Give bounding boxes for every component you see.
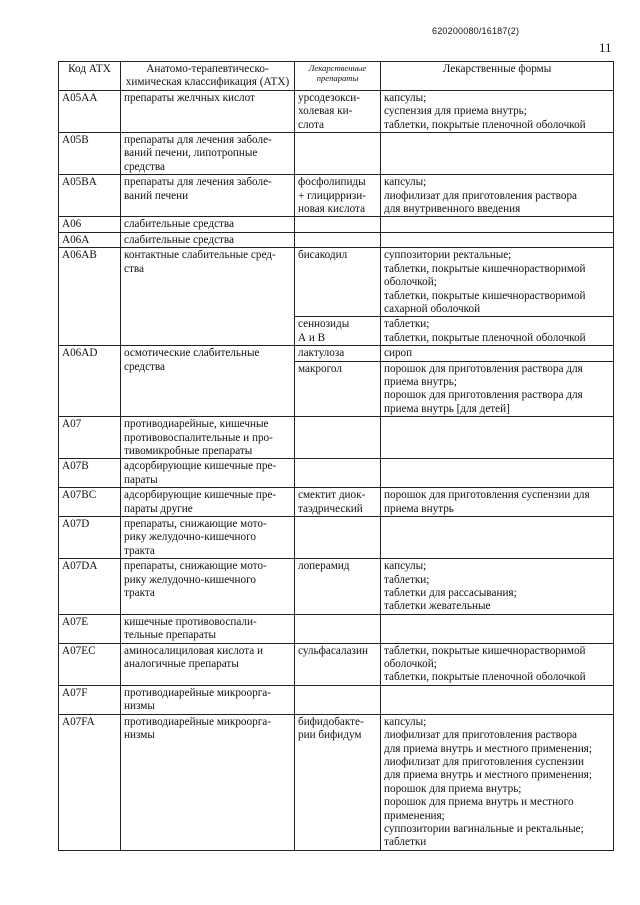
dosage-forms: капсулы; лиофилизат для приготовления раствора для приема внутрь и местного применения; лиофилизат для приготовления суспензии для приема внутрь и местного применения; порошок для приема внутрь; порошок для приема внутрь и местного применения; суппозитории вагинальные и ректальные; таблетки	[381, 714, 614, 850]
dosage-forms	[381, 232, 614, 247]
atx-classification: противодиарейные, кишечные противовоспалительные и про- тивомикробные препараты	[121, 417, 295, 459]
atx-classification: слабительные средства	[121, 217, 295, 232]
drug-name	[295, 459, 381, 488]
atx-code: A06AD	[59, 346, 121, 417]
drug-name	[295, 517, 381, 559]
header-code: Код АТХ	[59, 62, 121, 91]
table-row	[59, 417, 614, 459]
atx-code: A07F	[59, 685, 121, 714]
atx-code: A05AA	[59, 90, 121, 132]
atx-code: A06AB	[59, 248, 121, 346]
drug-name: сеннозиды А и В	[295, 317, 381, 346]
header-drugs: Лекарственные препараты	[295, 62, 381, 91]
atx-code: A06A	[59, 232, 121, 247]
atx-classification: препараты, снижающие мото- рику желудочно-кишечного тракта	[121, 517, 295, 559]
table-row	[59, 488, 614, 517]
atx-code: A07BC	[59, 488, 121, 517]
atx-code: A05BA	[59, 175, 121, 217]
table-row	[59, 459, 614, 488]
dosage-forms: капсулы; лиофилизат для приготовления раствора для внутривенного введения	[381, 175, 614, 217]
dosage-forms	[381, 417, 614, 459]
drug-name	[295, 217, 381, 232]
atx-classification: препараты желчных кислот	[121, 90, 295, 132]
document-number: 620200080/16187(2)	[432, 26, 520, 36]
dosage-forms	[381, 614, 614, 643]
atx-code: A07E	[59, 614, 121, 643]
drug-name: лактулоза	[295, 346, 381, 361]
atx-code: A07	[59, 417, 121, 459]
atx-classification: препараты для лечения заболе- ваний печени	[121, 175, 295, 217]
drug-name: сульфасалазин	[295, 643, 381, 685]
drug-name: бисакодил	[295, 248, 381, 317]
table-row	[59, 614, 614, 643]
dosage-forms	[381, 685, 614, 714]
dosage-forms: суппозитории ректальные; таблетки, покрытые кишечнорастворимой оболочкой; таблетки, покрытые кишечнорастворимой сахарной оболочкой	[381, 248, 614, 317]
atx-classification: препараты, снижающие мото- рику желудочно-кишечного тракта	[121, 559, 295, 615]
atx-table	[58, 61, 614, 851]
page-number: 11	[599, 40, 612, 55]
table-row	[59, 133, 614, 175]
atx-classification: осмотические слабительные средства	[121, 346, 295, 417]
dosage-forms: таблетки; таблетки, покрытые пленочной оболочкой	[381, 317, 614, 346]
header-classification: Анатомо-терапевтическо-химическая классификация (АТХ)	[121, 62, 295, 91]
drug-name: бифидобакте- рии бифидум	[295, 714, 381, 850]
table-row	[59, 232, 614, 247]
drug-name: урсодезокси- холевая ки- слота	[295, 90, 381, 132]
dosage-forms: порошок для приготовления раствора для приема внутрь; порошок для приготовления раствора для приема внутрь [для детей]	[381, 361, 614, 417]
dosage-forms	[381, 517, 614, 559]
drug-name	[295, 614, 381, 643]
dosage-forms: порошок для приготовления суспензии для приема внутрь	[381, 488, 614, 517]
dosage-forms	[381, 217, 614, 232]
dosage-forms: капсулы; суспензия для приема внутрь; таблетки, покрытые пленочной оболочкой	[381, 90, 614, 132]
atx-code: A07B	[59, 459, 121, 488]
atx-classification: контактные слабительные сред- ства	[121, 248, 295, 346]
dosage-forms: сироп	[381, 346, 614, 361]
atx-classification: противодиарейные микроорга- низмы	[121, 714, 295, 850]
atx-code: A07DA	[59, 559, 121, 615]
atx-code: A06	[59, 217, 121, 232]
table-header-row	[59, 62, 614, 91]
drug-name: лоперамид	[295, 559, 381, 615]
atx-classification: слабительные средства	[121, 232, 295, 247]
atx-code: A07FA	[59, 714, 121, 850]
table-row	[59, 643, 614, 685]
drug-name	[295, 232, 381, 247]
table-row	[59, 714, 614, 850]
table-row	[59, 90, 614, 132]
dosage-forms: капсулы; таблетки; таблетки для рассасывания; таблетки жевательные	[381, 559, 614, 615]
drug-name	[295, 417, 381, 459]
drug-name	[295, 133, 381, 175]
drug-name: смектит диок- таэдрический	[295, 488, 381, 517]
atx-classification: адсорбирующие кишечные пре- параты другие	[121, 488, 295, 517]
table-row	[59, 217, 614, 232]
dosage-forms	[381, 133, 614, 175]
atx-classification: противодиарейные микроорга- низмы	[121, 685, 295, 714]
table-row	[59, 559, 614, 615]
atx-code: A07EC	[59, 643, 121, 685]
drug-name: макрогол	[295, 361, 381, 417]
atx-classification: препараты для лечения заболе- ваний печени, липотропные средства	[121, 133, 295, 175]
table-row	[59, 248, 614, 317]
header-forms: Лекарственные формы	[381, 62, 614, 91]
atx-classification: кишечные противовоспали- тельные препараты	[121, 614, 295, 643]
table-row	[59, 175, 614, 217]
atx-classification: аминосалициловая кислота и аналогичные препараты	[121, 643, 295, 685]
table-row	[59, 346, 614, 361]
dosage-forms	[381, 459, 614, 488]
atx-code: A07D	[59, 517, 121, 559]
dosage-forms: таблетки, покрытые кишечнорастворимой оболочкой; таблетки, покрытые пленочной оболочкой	[381, 643, 614, 685]
table-row	[59, 517, 614, 559]
table-row	[59, 685, 614, 714]
drug-name	[295, 685, 381, 714]
atx-code: A05B	[59, 133, 121, 175]
atx-classification: адсорбирующие кишечные пре- параты	[121, 459, 295, 488]
drug-name: фосфолипиды + глицирризи- новая кислота	[295, 175, 381, 217]
